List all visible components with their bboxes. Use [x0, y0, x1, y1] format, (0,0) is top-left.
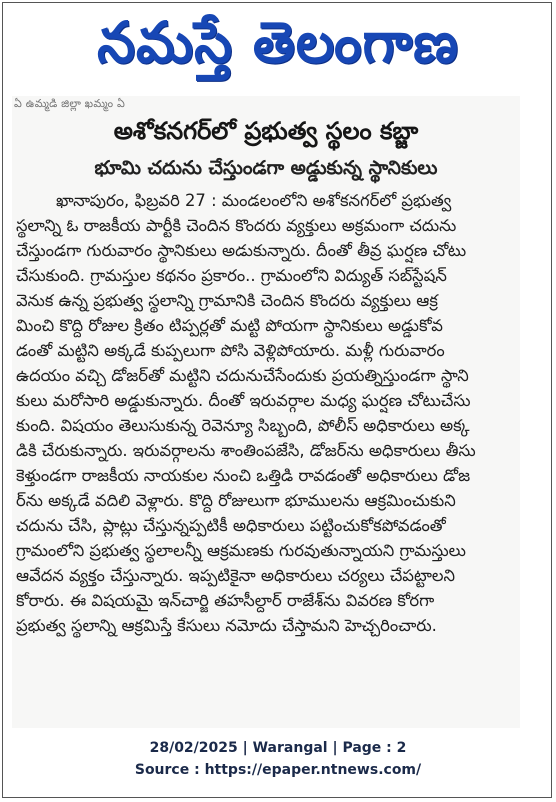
footer-meta: 28/02/2025 | Warangal | Page : 2	[149, 740, 407, 756]
article-body-line: కెళ్తుండగా రాజకీయ నాయకుల నుంచి ఒత్తిడి రావడంతో అధికారులు డోజ	[16, 466, 471, 485]
article-subheadline: భూమి చదును చేస్తుండగా అడ్డుకున్న స్థానికులు	[94, 157, 438, 179]
article-body-line: కుంది. విషయం తెలుసుకున్న రెవెన్యూ సిబ్బంది, పోలీస్ అధికారులు అక్క	[16, 416, 470, 435]
article-body-line: ఖానాపురం, ఫిబ్రవరి 27 : మండలంలోని అశోకనగర్‌లో ప్రభుత్వ	[56, 191, 452, 210]
article-body-line: మించి కొద్ది రోజుల క్రితం టిప్పర్లతో మట్టి పోయగా స్థానికులు అడ్డుకోవ	[16, 316, 443, 335]
article-body-line: డంతో మట్టిని అక్కడే కుప్పలుగా పోసి వెళ్లిపోయారు. మళ్లీ గురువారం	[16, 341, 445, 360]
article-body-line: కులు మరోసారి అడ్డుకున్నారు. దీంతో ఇరువర్గాల మధ్య ఘర్షణ చోటుచేసు	[16, 391, 471, 410]
clipping-top-strip	[12, 96, 520, 112]
article-body-line: ఆవేదన వ్యక్తం చేస్తున్నారు. ఇప్పటికైనా అధికారులు చర్యలు చేపట్టాలని	[16, 566, 456, 585]
article-body-line: చదును చేసి, ప్లాట్లు చేస్తున్నప్పటికీ అధికారులు పట్టించుకోకపోవడంతో	[16, 516, 446, 535]
article-clipping	[12, 96, 520, 728]
article-body-line: ఉదయం వచ్చి డోజర్‌తో మట్టిని చదునుచేసేందుకు ప్రయత్నిస్తుండగా స్థాని	[16, 366, 469, 385]
footer-source: Source : https://epaper.ntnews.com/	[134, 762, 422, 778]
newspaper-masthead	[0, 6, 556, 80]
article-body-line: స్థలాన్ని ఓ రాజకీయ పార్టీకి చెందిన కొందరు వ్యక్తులు అక్రమంగా చదును	[16, 216, 457, 235]
clipping-top-strip-text: ఏ ఉమ్మడి జిల్లా ఖమ్మం ఏ	[14, 97, 126, 110]
article-body-line: కోరారు. ఈ విషయమై ఇన్‌చార్జి తహసీల్దార్ రాజేశ్‌ను వివరణ కోరగా	[16, 591, 435, 610]
article-body-line: చేస్తుండగా గురువారం స్థానికులు అడుకున్నారు. దీంతో తీవ్ర ఘర్షణ చోటు	[16, 241, 467, 260]
article-body-line: డికి చేరుకున్నారు. ఇరువర్గాలను శాంతింపజేసి, డోజర్‌ను అధికారులు తీసు	[16, 441, 476, 460]
article-body	[16, 188, 516, 638]
article-body-line: వెనుక ఉన్న ప్రభుత్వ స్థలాన్ని గ్రామానికి చెందిన కొందరు వ్యక్తులు ఆక్ర	[16, 291, 438, 310]
article-body-line: ర్‌ను అక్కడే వదిలి వెళ్లారు. కొద్ది రోజులుగా భూములను ఆక్రమించుకుని	[16, 491, 456, 510]
article-headline: అశోకనగర్‌లో ప్రభుత్వ స్థలం కబ్జా	[113, 117, 419, 145]
newspaper-logo: నమస్తే తెలంగాణ	[97, 9, 459, 76]
article-body-line: గ్రామంలోని ప్రభుత్వ స్థలాలన్నీ ఆక్రమణకు గురవుతున్నాయని గ్రామస్తులు	[16, 541, 466, 560]
article-body-line: ప్రభుత్వ స్థలాన్ని ఆక్రమిస్తే కేసులు నమోదు చేస్తామని హెచ్చరించారు.	[16, 616, 437, 635]
article-body-line: చేసుకుంది. గ్రామస్తుల కథనం ప్రకారం.. గ్రామంలోని విద్యుత్ సబ్‌స్టేషన్	[16, 266, 447, 285]
